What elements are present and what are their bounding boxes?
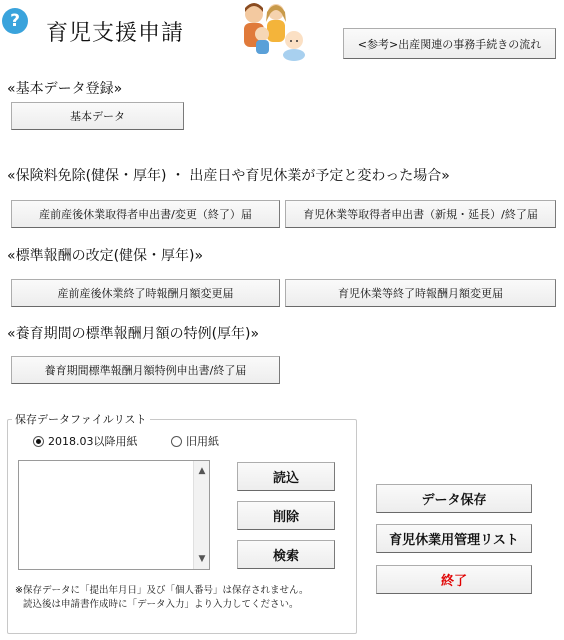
childcare-management-list-button[interactable]: 育児休業用管理リスト <box>376 524 532 553</box>
exit-button[interactable]: 終了 <box>376 565 532 594</box>
help-icon[interactable]: ? <box>2 8 28 34</box>
basic-data-button[interactable]: 基本データ <box>11 102 184 130</box>
maternity-leave-pay-change-button[interactable]: 産前産後休業終了時報酬月額変更届 <box>11 279 280 307</box>
listbox-scrollbar[interactable] <box>193 461 209 569</box>
section-title-special-case: «養育期間の標準報酬月額の特例(厚年)» <box>7 326 260 342</box>
scroll-up-arrow-icon[interactable]: ▲ <box>198 466 206 476</box>
save-note-line-2: 読込後は申請書作成時に「データ入力」より入力してください。 <box>23 599 299 610</box>
section-title-standard-pay: «標準報酬の改定(健保・厚年)» <box>7 248 204 264</box>
save-data-button[interactable]: データ保存 <box>376 484 532 513</box>
search-button[interactable]: 検索 <box>237 540 335 569</box>
section-title-insurance-exemption: «保険料免除(健保・厚年) ・ 出産日や育児休業が予定と変わった場合» <box>7 168 450 184</box>
childcare-leave-application-button[interactable]: 育児休業等取得者申出書（新規・延長）/終了届 <box>285 200 556 228</box>
scroll-down-arrow-icon[interactable]: ▼ <box>198 554 206 564</box>
family-illustration-icon <box>232 0 312 62</box>
childcare-leave-pay-change-button[interactable]: 育児休業等終了時報酬月額変更届 <box>285 279 556 307</box>
radio-unselected-indicator[interactable] <box>171 436 182 447</box>
radio-new-form[interactable] <box>33 433 138 449</box>
reference-flow-button[interactable]: <参考>出産関連の事務手続きの流れ <box>343 28 556 59</box>
page-title: 育児支援申請 <box>46 21 185 46</box>
radio-old-form[interactable] <box>171 433 219 449</box>
radio-new-form-label: 2018.03以降用紙 <box>48 435 138 448</box>
load-button[interactable]: 読込 <box>237 462 335 491</box>
section-title-basic: «基本データ登録» <box>7 81 123 97</box>
radio-old-form-label: 旧用紙 <box>186 435 219 448</box>
delete-button[interactable]: 削除 <box>237 501 335 530</box>
save-note-line-1: ※保存データに「提出年月日」及び「個人番号」は保存されません。 <box>15 585 309 596</box>
saved-file-listbox[interactable] <box>18 460 210 570</box>
radio-selected-indicator[interactable] <box>33 436 44 447</box>
maternity-leave-application-button[interactable]: 産前産後休業取得者申出書/変更（終了）届 <box>11 200 280 228</box>
nurturing-period-special-case-button[interactable]: 養育期間標準報酬月額特例申出書/終了届 <box>11 356 280 384</box>
saved-file-list-legend: 保存データファイルリスト <box>12 411 150 427</box>
